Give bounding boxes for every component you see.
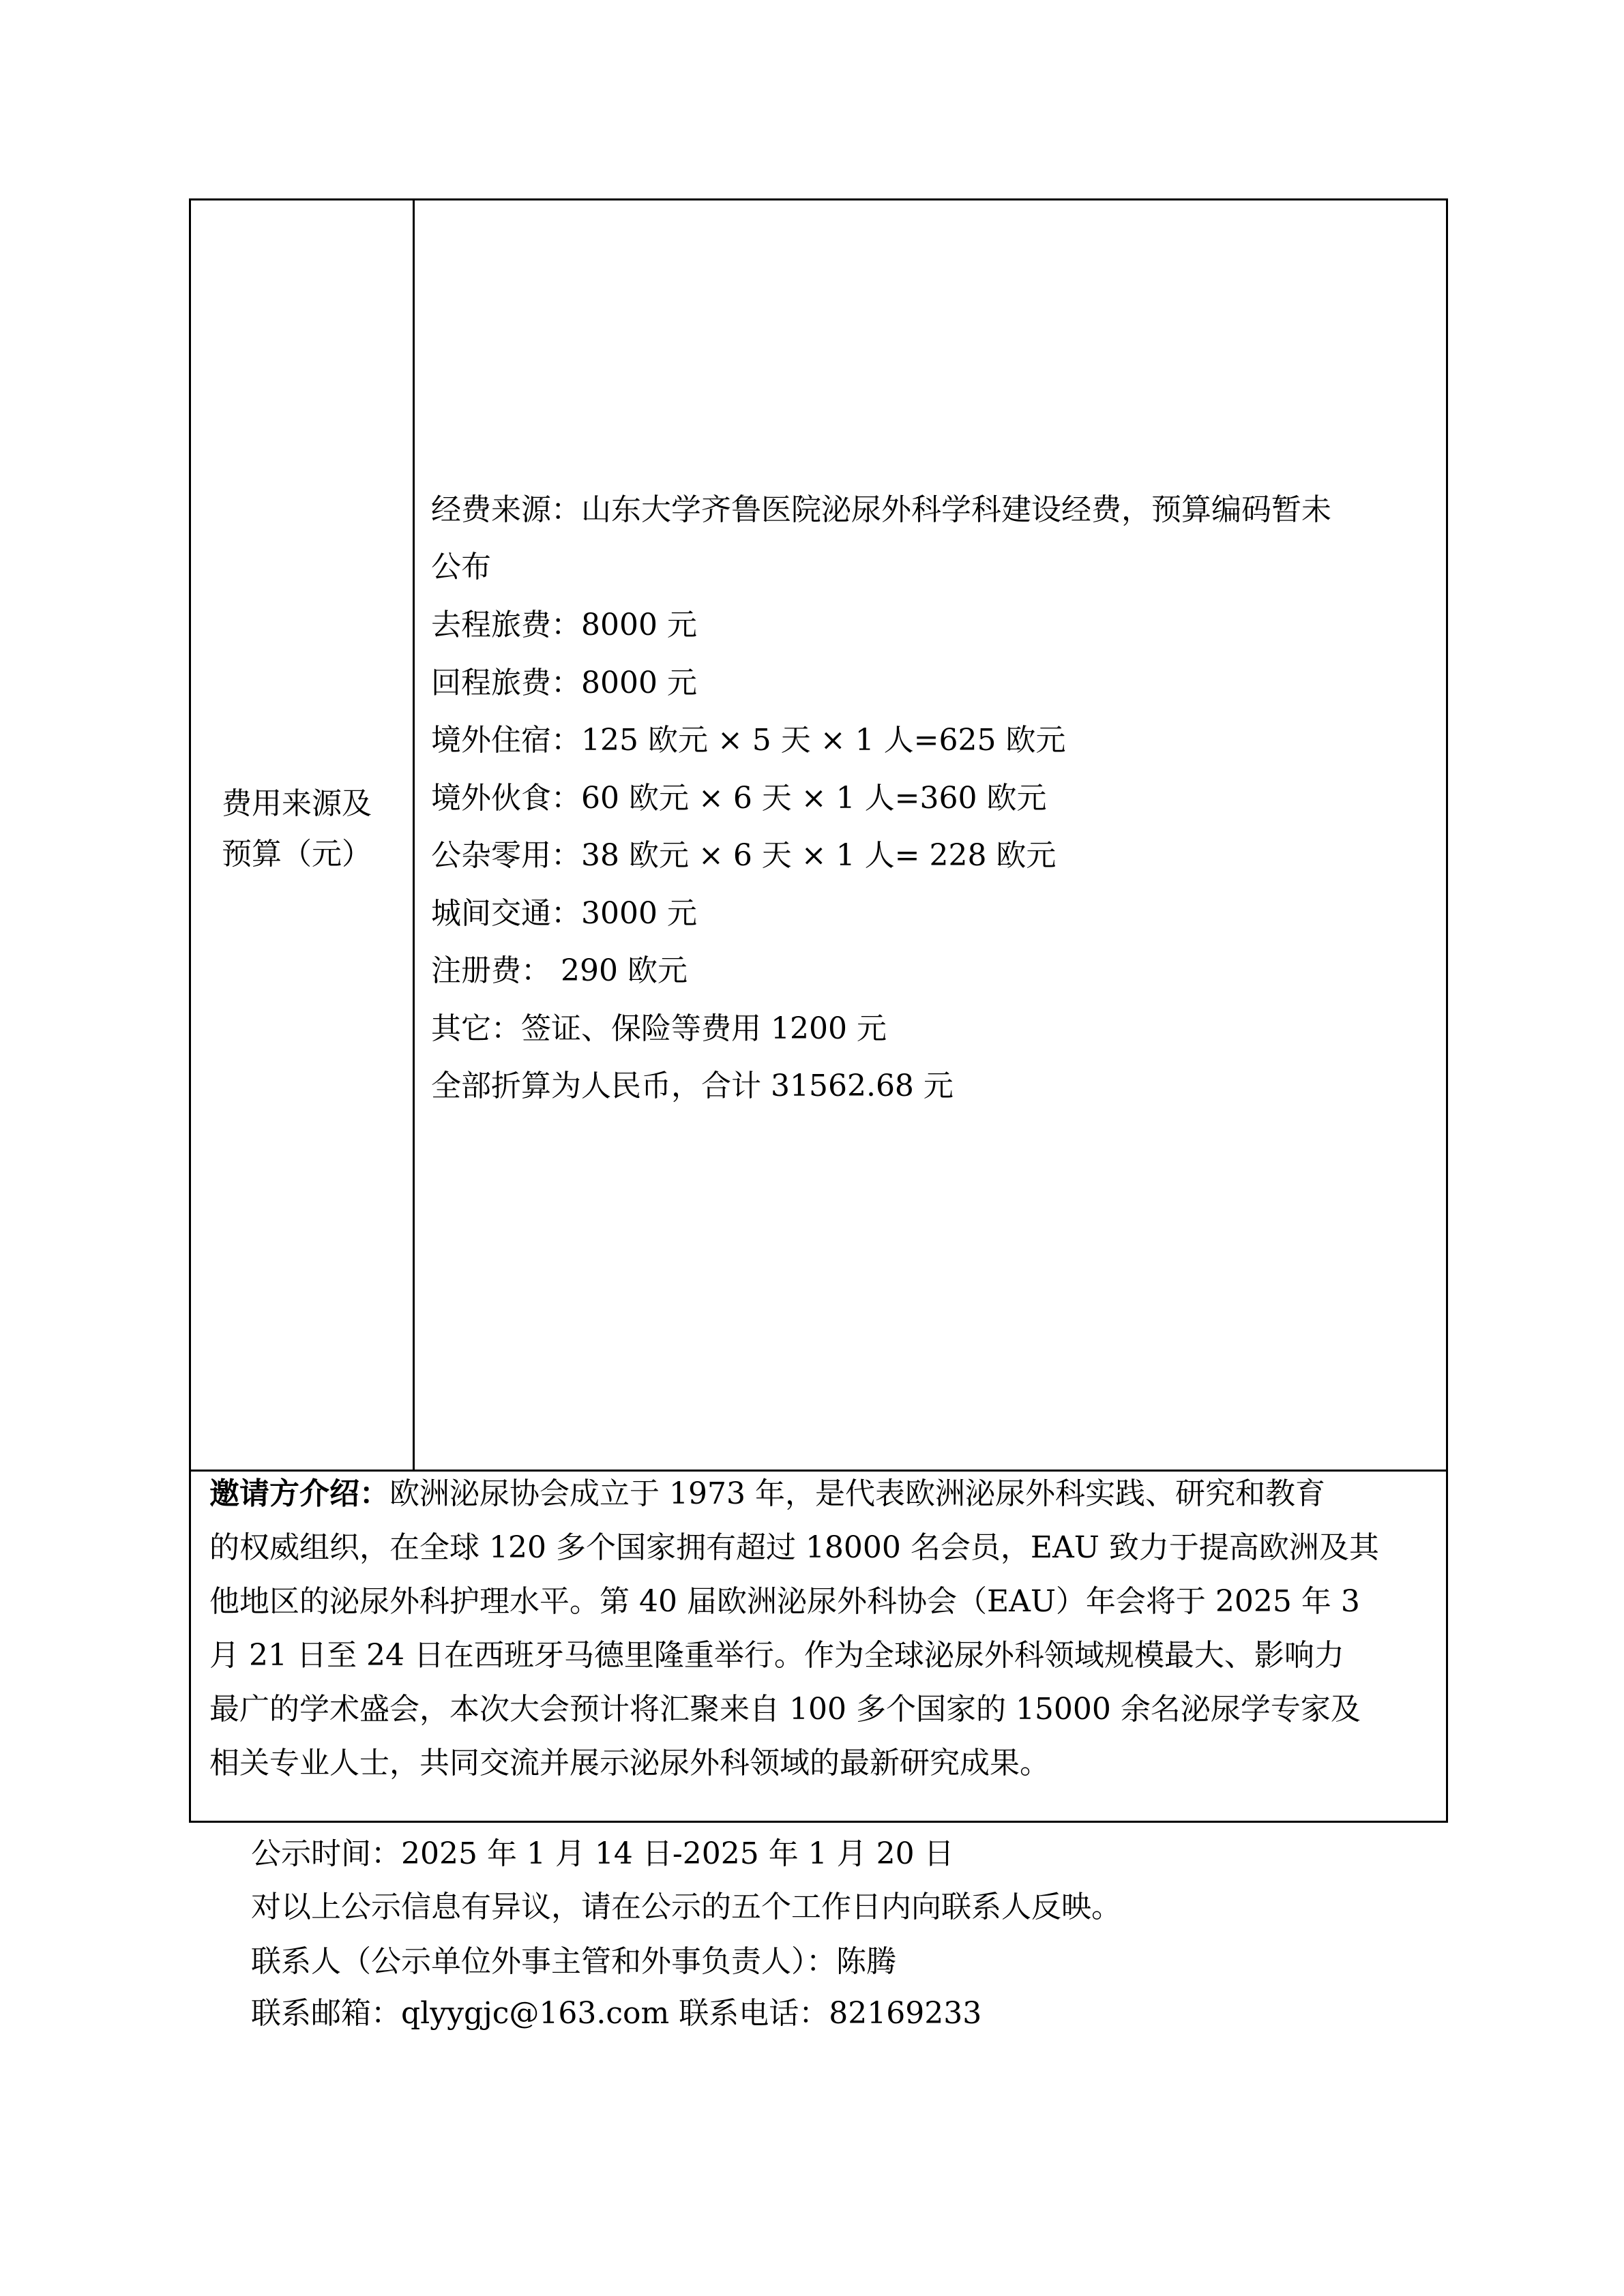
budget-label-line: 费用来源及 — [222, 786, 372, 821]
inviter-line: 他地区的泌尿外科护理水平。第 40 届欧洲泌尿外科协会（EAU）年会将于 2025 年 3 — [209, 1584, 1360, 1619]
inviter-line: 的权威组织，在全球 120 多个国家拥有超过 18000 名会员，EAU 致力于提高欧洲及其 — [209, 1530, 1379, 1565]
budget-line: 其它：签证、保险等费用 1200 元 — [431, 1011, 887, 1046]
budget-label-line: 预算（元） — [222, 837, 372, 871]
email-link[interactable]: qlyygjc@163.com — [401, 1996, 670, 2031]
budget-line: 去程旅费：8000 元 — [431, 608, 697, 642]
budget-line: 经费来源：山东大学齐鲁医院泌尿外科学科建设经费，预算编码暂未 — [431, 492, 1331, 527]
inviter-line: 相关专业人士，共同交流并展示泌尿外科领域的最新研究成果。 — [209, 1746, 1050, 1780]
notice-contact: 联系人（公示单位外事主管和外事负责人）：陈腾 — [251, 1944, 896, 1979]
budget-line: 回程旅费：8000 元 — [431, 666, 697, 700]
email-label: 联系邮箱： — [251, 1996, 401, 2031]
budget-line: 城间交通：3000 元 — [431, 896, 697, 931]
inviter-text: 欧洲泌尿协会成立于 1973 年，是代表欧洲泌尿外科实践、研究和教育 — [389, 1476, 1325, 1511]
inviter-line: 最广的学术盛会，本次大会预计将汇聚来自 100 多个国家的 15000 余名泌尿学专家及 — [209, 1692, 1361, 1727]
inviter-line: 月 21 日至 24 日在西班牙马德里隆重举行。作为全球泌尿外科领域规模最大、影响力 — [209, 1638, 1344, 1673]
row-divider — [189, 1470, 1448, 1472]
table-border-bottom — [189, 1821, 1448, 1823]
table-border-right — [1446, 198, 1448, 1823]
budget-line: 公布 — [431, 550, 491, 584]
table-border-top — [189, 198, 1448, 200]
budget-line: 公杂零用：38 欧元 × 6 天 × 1 人= 228 欧元 — [431, 838, 1057, 873]
column-divider — [413, 198, 415, 1471]
inviter-heading: 邀请方介绍： — [209, 1476, 389, 1511]
budget-line: 注册费： 290 欧元 — [431, 953, 688, 988]
phone-label: 联系电话： — [669, 1996, 829, 2031]
notice-objection: 对以上公示信息有异议，请在公示的五个工作日内向联系人反映。 — [251, 1890, 1121, 1924]
notice-period: 公示时间：2025 年 1 月 14 日-2025 年 1 月 20 日 — [251, 1836, 954, 1871]
table-border-left — [189, 198, 191, 1823]
budget-line: 全部折算为人民币，合计 31562.68 元 — [431, 1069, 954, 1103]
notice-contact-info — [251, 1996, 982, 2031]
budget-line: 境外住宿：125 欧元 × 5 天 × 1 人=625 欧元 — [431, 723, 1066, 758]
inviter-line — [209, 1476, 1325, 1511]
phone-number: 82169233 — [829, 1996, 982, 2031]
budget-line: 境外伙食：60 欧元 × 6 天 × 1 人=360 欧元 — [431, 781, 1047, 816]
